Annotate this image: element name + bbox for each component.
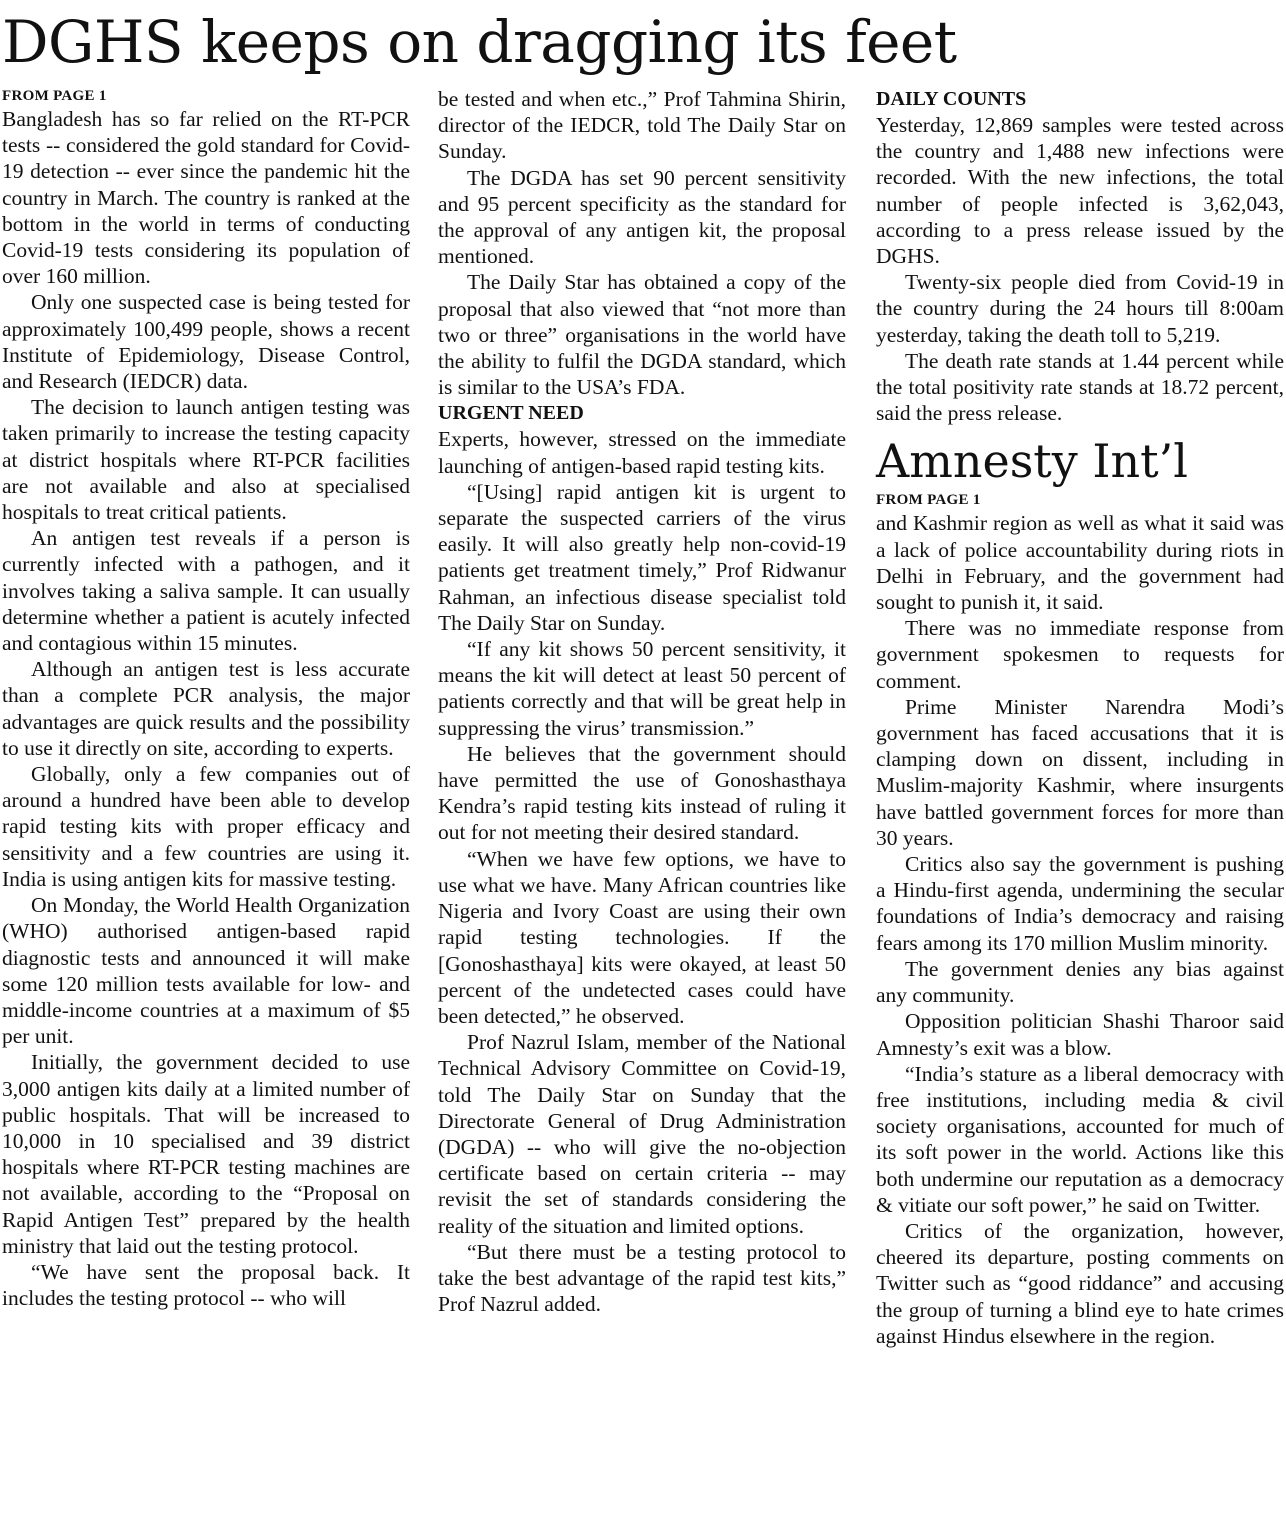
paragraph: “India’s stature as a liberal democracy with free institutions, including media & civil society organisations, accounted for much of its soft power in the world. Actions like this both undermine our reputation as a democracy & vitiate our soft power,” he said on Twitter. xyxy=(876,1061,1284,1217)
paragraph: Yesterday, 12,869 samples were tested across the country and 1,488 new infections were recorded. With the new infections, the total number of people infected is 3,62,043, according to a press release issued by the DGHS. xyxy=(876,113,1284,269)
subheading-daily-counts: DAILY COUNTS xyxy=(876,88,1027,110)
paragraph: Opposition politician Shashi Tharoor said Amnesty’s exit was a blow. xyxy=(876,1009,1284,1060)
paragraph: “When we have few options, we have to use what we have. Many African countries like Nigeria and Ivory Coast are using their own rapid testing technologies. If the [Gonoshasthaya] kits were okayed, at least 50 percent of the undetected cases could have been detected,” he observed. xyxy=(438,846,846,1028)
continuation-kicker: FROM PAGE 1 xyxy=(876,492,981,509)
page-headline: DGHS keeps on dragging its feet xyxy=(2,8,957,76)
paragraph: and Kashmir region as well as what it said was a lack of police accountability during riots in Delhi in February, and the government had sought to punish it, it said. xyxy=(876,511,1284,615)
paragraph: He believes that the government should have permitted the use of Gonoshasthaya Kendra’s rapid testing kits instead of ruling it out for not meeting their desired standard. xyxy=(438,741,846,845)
paragraph: The death rate stands at 1.44 percent while the total positivity rate stands at 18.72 percent, said the press release. xyxy=(876,348,1284,426)
paragraph: There was no immediate response from government spokesmen to requests for comment. xyxy=(876,616,1284,693)
paragraph: “But there must be a testing protocol to take the best advantage of the rapid test kits,” Prof Nazrul added. xyxy=(438,1239,846,1317)
continuation-kicker: FROM PAGE 1 xyxy=(2,88,107,104)
paragraph: Twenty-six people died from Covid-19 in the country during the 24 hours till 8:00am yesterday, taking the death toll to 5,219. xyxy=(876,270,1284,347)
paragraph: An antigen test reveals if a person is currently infected with a pathogen, and it involves taking a saliva sample. It can usually determine whether a patient is acutely infected and contagious within 15 minutes. xyxy=(2,526,410,656)
paragraph: The DGDA has set 90 percent sensitivity and 95 percent specificity as the standard for the approval of any antigen kit, the proposal mentioned. xyxy=(438,165,846,269)
paragraph: Only one suspected case is being tested for approximately 100,499 people, shows a recent Institute of Epidemiology, Disease Control, and Research (IEDCR) data. xyxy=(2,290,410,394)
subheading-urgent-need: URGENT NEED xyxy=(438,402,584,425)
article-column-1 xyxy=(2,86,410,1311)
paragraph: Prof Nazrul Islam, member of the National Technical Advisory Committee on Covid-19, told The Daily Star on Sunday that the Directorate General of Drug Administration (DGDA) -- who will give the no-objection certificate based on certain criteria -- may revisit the set of standards considering the reality of the situation and limited options. xyxy=(438,1030,846,1238)
paragraph: Critics of the organization, however, cheered its departure, posting comments on Twitter such as “good riddance” and accusing the group of turning a blind eye to hate crimes against Hindus elsewhere in the region. xyxy=(876,1218,1284,1348)
paragraph: be tested and when etc.,” Prof Tahmina Shirin, director of the IEDCR, told The Daily Star on Sunday. xyxy=(438,87,846,164)
paragraph: On Monday, the World Health Organization (WHO) authorised antigen-based rapid diagnostic tests and announced it will make some 120 million tests available for low- and middle-income countries at a maximum of $5 per unit. xyxy=(2,893,410,1049)
paragraph: Initially, the government decided to use 3,000 antigen kits daily at a limited number of public hospitals. That will be increased to 10,000 in 10 specialised and 39 district hospitals where RT-PCR testing machines are not available, according to the “Proposal on Rapid Antigen Test” prepared by the health ministry that laid out the testing protocol. xyxy=(2,1050,410,1258)
paragraph: “[Using] rapid antigen kit is urgent to separate the suspected carriers of the virus easily. It will also greatly help non-covid-19 patients get treatment timely,” Prof Ridwanur Rahman, an infectious disease specialist told The Daily Star on Sunday. xyxy=(438,479,846,635)
paragraph: The Daily Star has obtained a copy of the proposal that also viewed that “not more than two or three” organisations in the world have the ability to fulfil the DGDA standard, which is similar to the USA’s FDA. xyxy=(438,270,846,400)
paragraph: “We have sent the proposal back. It includes the testing protocol -- who will xyxy=(2,1259,410,1311)
paragraph: The government denies any bias against any community. xyxy=(876,956,1284,1008)
paragraph: Globally, only a few companies out of around a hundred have been able to develop rapid testing kits with proper efficacy and sensitivity and a few countries are using it. India is using antigen kits for massive testing. xyxy=(2,762,410,891)
paragraph: Prime Minister Narendra Modi’s government has faced accusations that it is clamping down on dissent, including in Muslim-majority Kashmir, where insurgents have battled government forces for more than 30 years. xyxy=(876,694,1284,850)
paragraph: The decision to launch antigen testing was taken primarily to increase the testing capacity at district hospitals where RT-PCR facilities are not available and also at specialised hospitals to treat critical patients. xyxy=(2,395,410,525)
paragraph: “If any kit shows 50 percent sensitivity, it means the kit will detect at least 50 percent of patients correctly and that will be great help in suppressing the virus’ transmission.” xyxy=(438,637,846,740)
paragraph: Bangladesh has so far relied on the RT-PCR tests -- considered the gold standard for Covid-19 detection -- ever since the pandemic hit the country in March. The country is ranked at the bottom in the world in terms of conducting Covid-19 tests considering its population of over 160 million. xyxy=(2,107,410,289)
amnesty-headline: Amnesty Int’l xyxy=(876,434,1189,489)
paragraph: Although an antigen test is less accurate than a complete PCR analysis, the major advantages are quick results and the possibility to use it directly on site, according to experts. xyxy=(2,657,410,760)
paragraph: Experts, however, stressed on the immediate launching of antigen-based rapid testing kits. xyxy=(438,427,846,478)
article-column-3 xyxy=(876,86,1284,1349)
article-column-2 xyxy=(438,86,846,1317)
paragraph: Critics also say the government is pushing a Hindu-first agenda, undermining the secular foundations of India’s democracy and raising fears among its 170 million Muslim minority. xyxy=(876,852,1284,955)
